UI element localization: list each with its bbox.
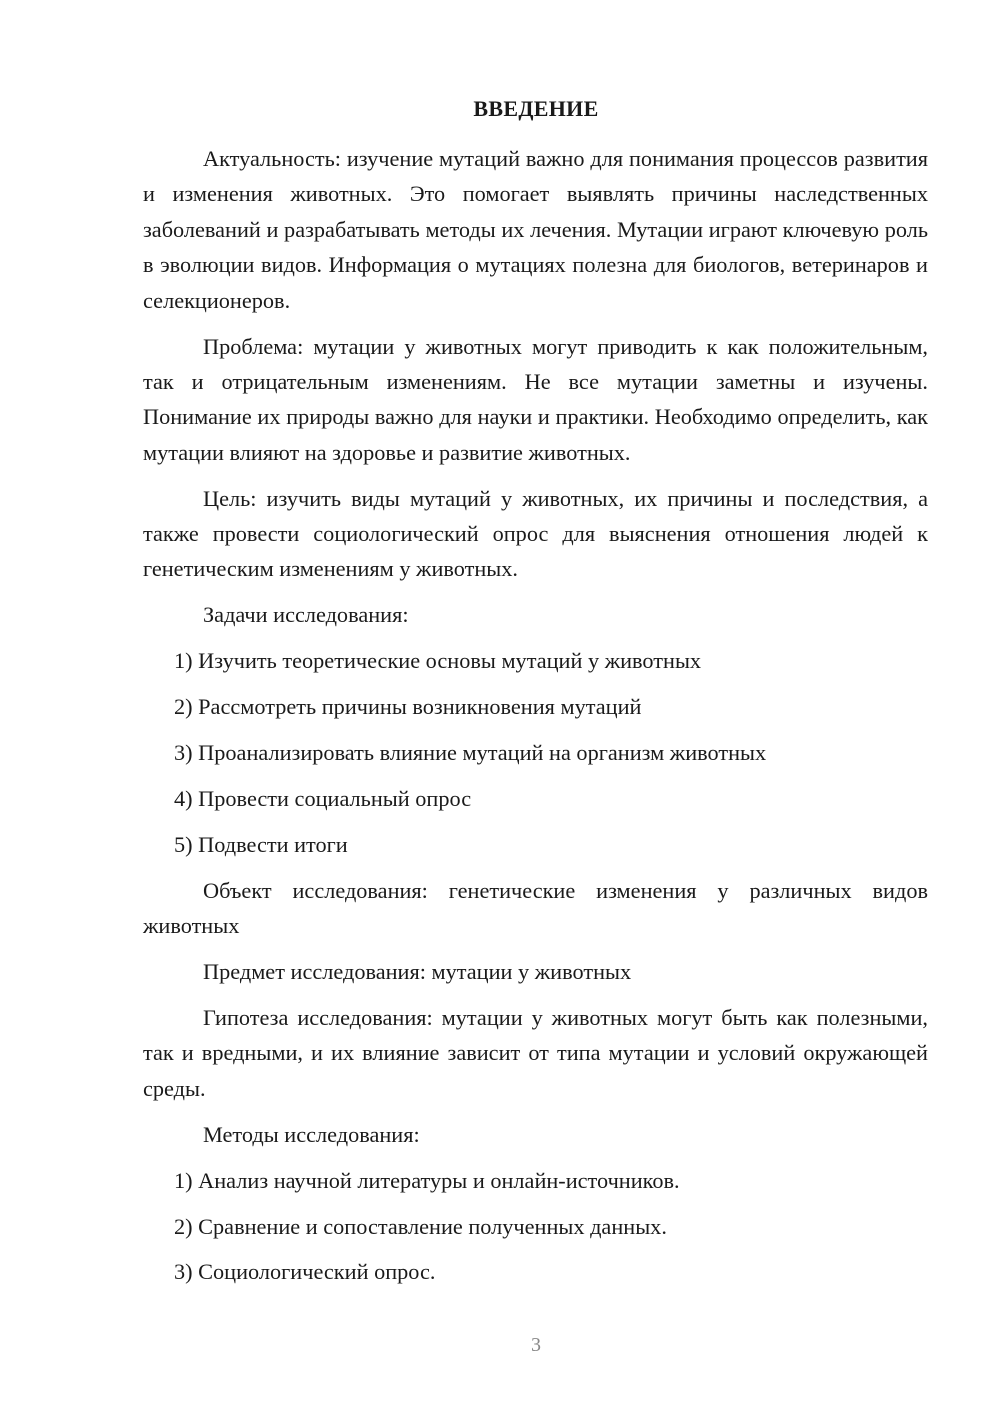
tasks-list [143,643,928,862]
page-title: ВВЕДЕНИЕ [473,96,599,121]
list-item: 1) Изучить теоретические основы мутаций у животных [174,648,702,674]
list-item: 2) Сравнение и сопоставление полученных данных. [174,1213,667,1239]
list-item: 4) Провести социальный опрос [174,786,472,811]
methods-heading: Методы исследования: [203,1121,420,1147]
document-body [143,141,928,1290]
subject-paragraph: Предмет исследования: мутации у животных [203,959,632,985]
relevance-paragraph: Актуальность: изучение мутаций важно для понимания процессов развития и изменения животных. Это помогает выявлять причины наследственных заболеваний и разрабатывать методы их лечения. Мутации играют ключевую роль в эволюции видов. Информация о мутациях полезна для биологов, ветеринаров и селекционеров. [143,146,928,313]
tasks-heading: Задачи исследования: [203,602,409,628]
goal-paragraph: Цель: изучить виды мутаций у животных, их причины и последствия, а также провести социологический опрос для выяснения отношения людей к генетическим изменениям у животных. [143,485,928,582]
hypothesis-paragraph: Гипотеза исследования: мутации у животных могут быть как полезными, так и вредными, и их влияние зависит от типа мутации и условий окружающей среды. [143,1005,928,1101]
list-item: 5) Подвести итоги [174,831,348,857]
list-item: 2) Рассмотреть причины возникновения мутаций [174,694,642,720]
list-item: 1) Анализ научной литературы и онлайн-источников. [174,1167,680,1193]
list-item: 3) Проанализировать влияние мутаций на организм животных [174,740,767,766]
methods-list [143,1163,928,1290]
problem-paragraph: Проблема: мутации у животных могут приводить к как положительным, так и отрицательным изменениям. Не все мутации заметны и изучены. Понимание их природы важно для науки и практики. Необходимо определить, как мутации влияют на здоровье и развитие животных. [143,333,928,465]
list-item: 3) Социологический опрос. [174,1259,436,1285]
page-number: 3 [531,1334,541,1356]
object-paragraph: Объект исследования: генетические изменения у различных видов животных [143,877,928,939]
